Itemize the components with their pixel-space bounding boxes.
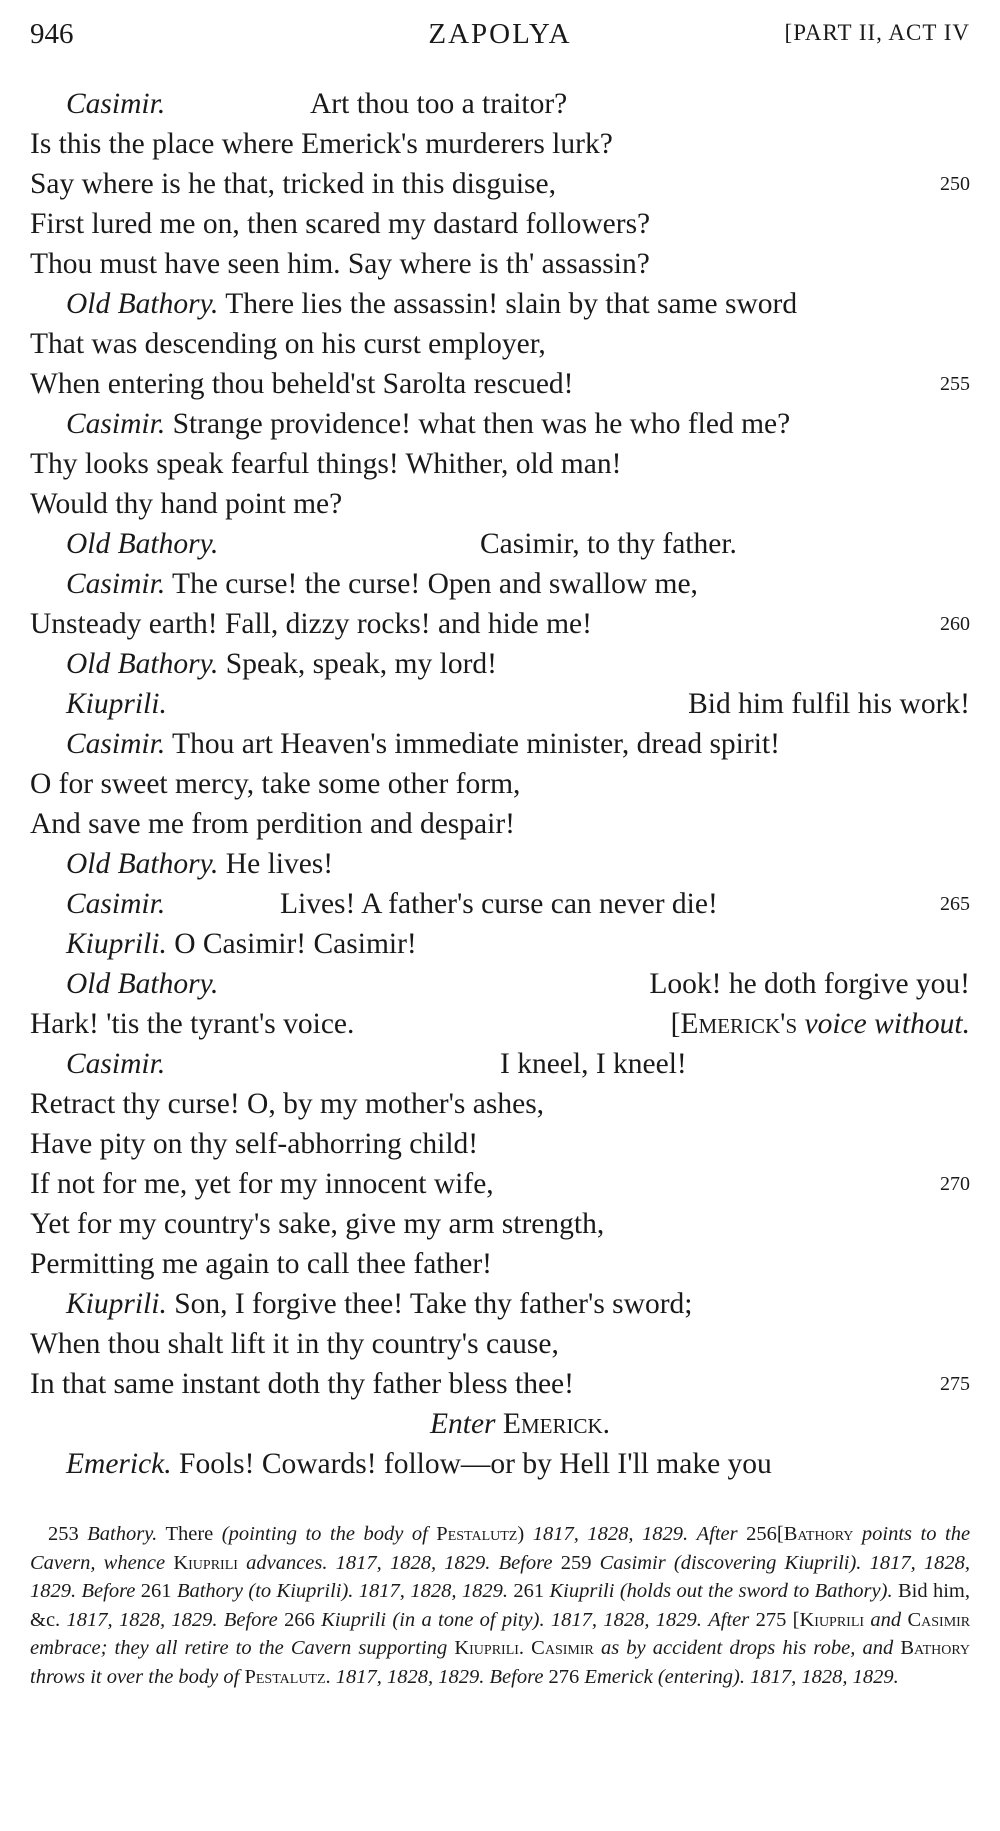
verse-line: [30, 404, 970, 444]
line-text: Unsteady earth! Fall, dizzy rocks! and hide me!: [30, 608, 592, 640]
note-name: Bathory: [900, 1637, 971, 1659]
entry-verb: Enter: [430, 1408, 496, 1440]
line-text: First lured me on, then scared my dastard followers?: [30, 208, 651, 240]
line-number: 255: [940, 373, 970, 395]
verse-line: [30, 1044, 970, 1084]
running-header: [30, 18, 970, 58]
note-line-number: 259: [560, 1551, 592, 1574]
note-name: Bathory: [783, 1523, 854, 1545]
line-text: And save me from perdition and despair!: [30, 808, 515, 840]
line-text: Strange providence! what then was he who fled me?: [172, 408, 791, 440]
line-text: When entering thou beheld'st Sarolta rescued!: [30, 368, 574, 400]
note-prefix: After: [696, 1523, 738, 1545]
line-text: Would thy hand point me?: [30, 488, 343, 520]
line-text: Have pity on thy self-abhorring child!: [30, 1128, 479, 1160]
note-text: There: [165, 1523, 214, 1545]
verse-line: [30, 604, 970, 644]
speaker-name: Casimir.: [66, 728, 166, 760]
speaker-name: Kiuprili.: [66, 1288, 167, 1320]
verse-line: [30, 484, 970, 524]
line-text: There lies the assassin! slain by that same sword: [225, 288, 798, 320]
speaker-name: Old Bathory.: [66, 848, 219, 880]
note-italic: (pointing to the body of: [221, 1523, 428, 1545]
note-name: Kiuprili: [173, 1551, 238, 1574]
speaker-name: Old Bathory.: [66, 648, 219, 680]
stage-direction-name: [Emerick's: [670, 1008, 798, 1040]
note-name: Kiuprili.: [454, 1637, 525, 1659]
speaker-name: Emerick.: [66, 1448, 172, 1480]
note-italic: Kiuprili (holds out the sword to Bathory).: [549, 1580, 893, 1602]
line-text: O Casimir! Casimir!: [174, 928, 417, 960]
note-prefix: After: [708, 1608, 750, 1631]
note-years: 1817, 1828, 1829.: [66, 1608, 218, 1631]
note-line-number: 276: [548, 1665, 580, 1688]
note-name: Pestalutz.: [244, 1665, 331, 1688]
line-number: 265: [940, 893, 970, 915]
note-prefix: Before: [223, 1608, 278, 1631]
line-text: Son, I forgive thee! Take thy father's sword;: [174, 1288, 693, 1320]
note-bracket: [: [776, 1523, 784, 1545]
page-title: ZAPOLYA: [428, 18, 572, 50]
note-text: Bid him, &c.: [30, 1580, 970, 1631]
note-italic: Emerick (entering). 1817, 1828, 1829.: [584, 1665, 899, 1688]
speaker-name: Old Bathory.: [66, 968, 219, 1000]
line-text: Art thou too a traitor?: [310, 88, 568, 120]
verse-line: [30, 1444, 970, 1484]
entry-name: Emerick.: [502, 1408, 610, 1440]
line-text: The curse! the curse! Open and swallow me,: [172, 568, 698, 600]
verse-line: [30, 204, 970, 244]
note-line-number: 266: [284, 1608, 315, 1631]
note-name: Casimir: [907, 1608, 971, 1631]
speaker-name: Old Bathory.: [66, 288, 219, 320]
speaker-name: Casimir.: [66, 568, 166, 600]
verse-line: [30, 1324, 970, 1364]
line-text: Speak, speak, my lord!: [225, 648, 497, 680]
stage-direction-text: voice without.: [804, 1008, 970, 1040]
line-text: If not for me, yet for my innocent wife,: [30, 1168, 494, 1200]
note-years: 1817, 1828, 1829.: [335, 1665, 485, 1688]
verse-line: [30, 924, 970, 964]
verse-line: [30, 644, 970, 684]
verse-line: [30, 844, 970, 884]
footnote-paragraph: [30, 1520, 970, 1691]
verse-line: [30, 884, 970, 924]
note-italic: advances. 1817, 1828, 1829.: [246, 1551, 491, 1574]
verse-line: [30, 684, 970, 724]
line-text: Thou must have seen him. Say where is th' assassin?: [30, 248, 650, 280]
note-name: Pestalutz): [436, 1523, 525, 1545]
note-name: Casimir: [531, 1637, 594, 1659]
line-text: I kneel, I kneel!: [500, 1048, 687, 1080]
verse-line: [30, 364, 970, 404]
note-italic: and: [870, 1608, 902, 1631]
line-number: 250: [940, 173, 970, 195]
part-act-label: [PART II, ACT IV: [784, 20, 970, 45]
verse-line: [30, 1124, 970, 1164]
verse-line: [30, 1364, 970, 1404]
verse-line: [30, 764, 970, 804]
verse-line: [30, 244, 970, 284]
line-text: Is this the place where Emerick's murderers lurk?: [30, 128, 613, 160]
note-italic: Kiuprili (in a tone of pity). 1817, 1828, 1829.: [321, 1608, 702, 1631]
verse-block: [30, 84, 970, 1484]
note-bracket: [: [792, 1608, 800, 1631]
line-text: When thou shalt lift it in thy country's cause,: [30, 1328, 559, 1360]
note-name: Kiuprili: [799, 1608, 865, 1631]
line-text: Look! he doth forgive you!: [649, 968, 970, 1000]
verse-line: [30, 324, 970, 364]
note-line-number: 261: [140, 1580, 172, 1602]
speaker-name: Casimir.: [66, 888, 166, 920]
note-italic: Casimir (discovering Kiuprili). 1817, 1828, 1829.: [30, 1551, 971, 1602]
line-text: Thou art Heaven's immediate minister, dread spirit!: [172, 728, 780, 760]
note-prefix: Before: [498, 1551, 553, 1574]
entry-direction: [30, 1404, 970, 1444]
note-italic: Bathory (to Kiuprili). 1817, 1828, 1829.: [176, 1580, 508, 1602]
verse-line: [30, 804, 970, 844]
note-italic: as by accident drops his robe, and: [600, 1637, 894, 1659]
note-line-number: 261: [513, 1580, 545, 1602]
note-line-number: 275: [755, 1608, 787, 1631]
line-text: Casimir, to thy father.: [480, 528, 737, 560]
line-text: Retract thy curse! O, by my mother's ashes,: [30, 1088, 545, 1120]
line-text: That was descending on his curst employer,: [30, 328, 546, 360]
line-text: Bid him fulfil his work!: [688, 688, 970, 720]
note-line-number: 256: [746, 1523, 777, 1545]
line-number: 270: [940, 1173, 970, 1195]
speaker-name: Casimir.: [66, 88, 166, 120]
page-number: 946: [30, 18, 74, 50]
note-italic: points to the Cavern, whence: [30, 1523, 971, 1574]
line-text: Hark! 'tis the tyrant's voice.: [30, 1008, 355, 1040]
line-text: Say where is he that, tricked in this disguise,: [30, 168, 556, 200]
line-text: Lives! A father's curse can never die!: [280, 888, 718, 920]
stage-direction: [671, 1004, 970, 1044]
note-italic: embrace; they all retire to the Cavern supporting: [30, 1637, 448, 1659]
verse-line: [30, 524, 970, 564]
verse-line: [30, 724, 970, 764]
line-text: Fools! Cowards! follow—or by Hell I'll make you: [179, 1448, 772, 1480]
verse-line: [30, 284, 970, 324]
speaker-name: Kiuprili.: [66, 928, 167, 960]
verse-line: [30, 1004, 970, 1044]
line-text: Permitting me again to call thee father!: [30, 1248, 492, 1280]
speaker-name: Kiuprili.: [66, 688, 167, 720]
verse-line: [30, 1164, 970, 1204]
speaker-name: Casimir.: [66, 408, 166, 440]
note-prefix: Before: [489, 1665, 544, 1688]
line-text: O for sweet mercy, take some other form,: [30, 768, 521, 800]
verse-line: [30, 1284, 970, 1324]
speaker-name: Casimir.: [66, 1048, 166, 1080]
line-text: In that same instant doth thy father bless thee!: [30, 1368, 574, 1400]
note-prefix: Before: [81, 1580, 136, 1602]
verse-line: [30, 444, 970, 484]
speaker-name: Old Bathory.: [66, 528, 219, 560]
verse-line: [30, 84, 970, 124]
note-line-number: 253: [48, 1523, 79, 1545]
verse-line: [30, 1244, 970, 1284]
footnotes: [30, 1520, 970, 1691]
line-text: Thy looks speak fearful things! Whither, old man!: [30, 448, 622, 480]
verse-line: [30, 564, 970, 604]
note-speaker: Bathory.: [87, 1523, 158, 1545]
verse-line: [30, 164, 970, 204]
verse-line: [30, 124, 970, 164]
note-years: 1817, 1828, 1829.: [532, 1523, 689, 1545]
verse-line: [30, 1084, 970, 1124]
note-italic: throws it over the body of: [30, 1665, 240, 1688]
line-text: He lives!: [225, 848, 334, 880]
verse-line: [30, 964, 970, 1004]
line-number: 275: [940, 1373, 970, 1395]
line-number: 260: [940, 613, 970, 635]
line-text: Yet for my country's sake, give my arm strength,: [30, 1208, 605, 1240]
verse-line: [30, 1204, 970, 1244]
